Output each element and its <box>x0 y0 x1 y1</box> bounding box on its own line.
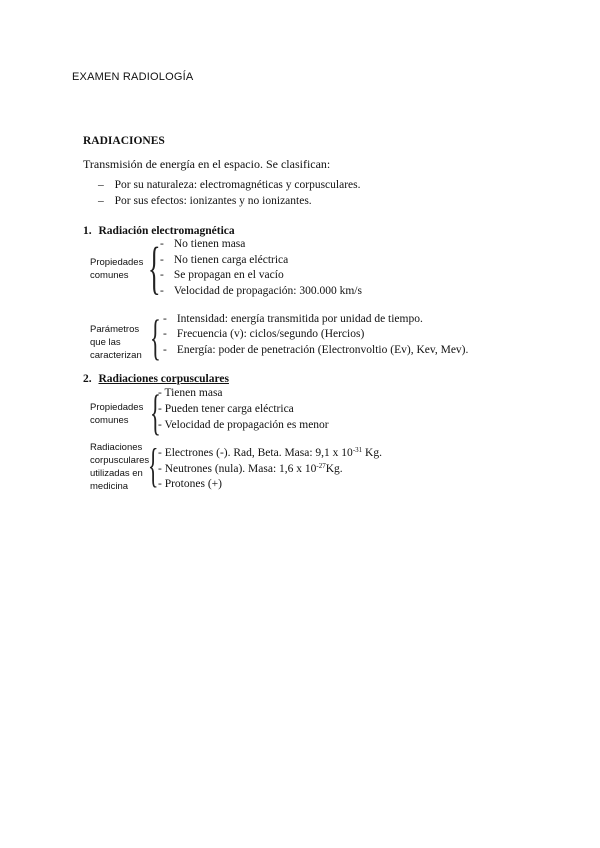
corp-prop-item: - Velocidad de propagación es menor <box>158 419 329 431</box>
em-params-label: Parámetros que las caracterizan <box>90 324 142 361</box>
classification-text: Por sus efectos: ionizantes y no ionizantes. <box>114 195 312 207</box>
em-param-item <box>163 313 423 325</box>
dash-bullet: - <box>163 344 167 356</box>
dash-bullet: – <box>98 195 104 207</box>
em-param-item <box>163 328 364 340</box>
page-header: EXAMEN RADIOLOGÍA <box>72 71 194 83</box>
heading-number: 2. <box>83 373 92 385</box>
dash-bullet: - <box>160 254 164 266</box>
corp-prop-item: - Pueden tener carga eléctrica <box>158 403 294 415</box>
corp-prop-item: - Tienen masa <box>158 387 223 399</box>
classification-text: Por su naturaleza: electromagnéticas y corpusculares. <box>114 179 361 191</box>
heading-text: Radiación electromagnética <box>98 225 235 237</box>
corp-med-item-electrons <box>158 446 382 459</box>
corp-med-item-neutrons <box>158 462 343 475</box>
exponent: -31 <box>352 446 363 454</box>
dash-bullet: - <box>160 285 164 297</box>
dash-bullet: - <box>163 328 167 340</box>
section-title: RADIACIONES <box>83 135 165 147</box>
em-prop-text: Velocidad de propagación: 300.000 km/s <box>173 285 362 297</box>
em-prop-text: No tienen masa <box>173 238 246 250</box>
intro-text: Transmisión de energía en el espacio. Se clasifican: <box>83 157 331 171</box>
dash-bullet: – <box>98 179 104 191</box>
heading-number: 1. <box>83 225 92 237</box>
em-prop-text: No tienen carga eléctrica <box>173 254 289 266</box>
corp-props-label: Propiedades comunes <box>90 402 144 426</box>
dash-bullet: - <box>160 269 164 281</box>
em-param-item <box>163 344 468 356</box>
exponent: -27 <box>316 462 326 470</box>
em-prop-item <box>160 254 288 266</box>
em-prop-item <box>160 269 284 281</box>
unit: Kg. <box>325 463 343 475</box>
em-prop-item <box>160 285 362 297</box>
brace-icon: { <box>148 439 159 492</box>
brace-icon: { <box>148 235 161 300</box>
dash-bullet: - <box>163 313 167 325</box>
med-text: - Electrones (-). Rad, Beta. Masa: 9,1 x 10 <box>158 447 353 459</box>
dash-bullet: - <box>160 238 164 250</box>
em-param-text: Frecuencia (v): ciclos/segundo (Hercios) <box>176 328 365 340</box>
corp-med-label: Radiaciones corpusculares utilizadas en medicina <box>90 442 150 492</box>
corp-med-item-protons: - Protones (+) <box>158 478 222 490</box>
brace-icon: { <box>150 309 161 365</box>
brace-icon: { <box>150 384 161 440</box>
med-text: - Neutrones (nula). Masa: 1,6 x 10 <box>158 463 317 475</box>
unit: Kg. <box>362 447 382 459</box>
classification-item <box>98 195 312 207</box>
heading-text: Radiaciones corpusculares <box>98 373 229 385</box>
em-prop-item <box>160 238 245 250</box>
em-param-text: Intensidad: energía transmitida por unidad de tiempo. <box>176 313 423 325</box>
em-prop-text: Se propagan en el vacío <box>173 269 284 281</box>
em-param-text: Energía: poder de penetración (Electronvoltio (Ev), Kev, Mev). <box>176 344 469 356</box>
classification-item <box>98 179 361 191</box>
em-props-label: Propiedades comunes <box>90 257 144 281</box>
